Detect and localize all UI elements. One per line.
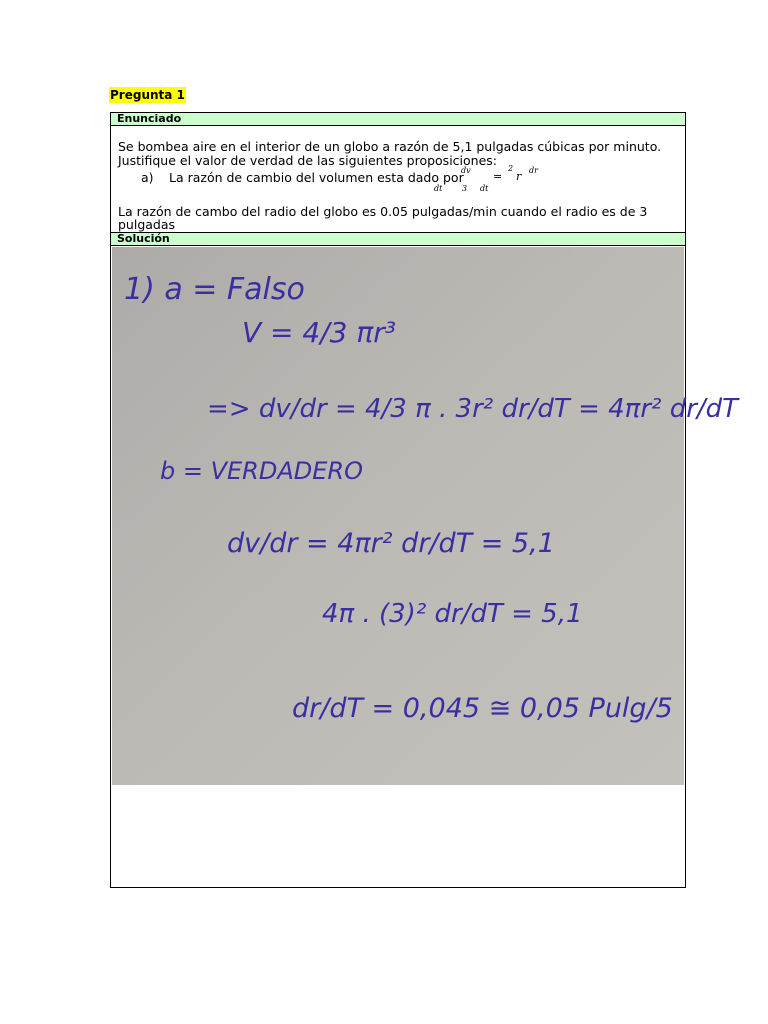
hw-line-2: V = 4/3 πr³ bbox=[242, 316, 396, 349]
handwritten-solution-photo bbox=[112, 247, 739, 785]
item-a-text: La razón de cambio del volumen esta dado por bbox=[168, 170, 464, 185]
formula-top-dr: dr bbox=[529, 166, 538, 175]
formula-top-dv: dv bbox=[461, 166, 471, 175]
formula-bottom-dt: dt bbox=[434, 184, 443, 193]
statement-header: Enunciado bbox=[111, 113, 685, 126]
hw-line-6: 4π . (3)² dr/dT = 5,1 bbox=[322, 599, 583, 629]
formula-r: r bbox=[516, 170, 522, 183]
statement-paragraph: Se bombea aire en el interior de un globo a razón de 5,1 pulgadas cúbicas por minuto. Justifique el valor de verdad de las siguientes proposiciones: bbox=[118, 139, 662, 168]
solution-header: Solución bbox=[111, 232, 685, 246]
question-table bbox=[110, 112, 739, 888]
hw-line-4: b = VERDADERO bbox=[160, 457, 363, 485]
statement-item-a bbox=[141, 171, 464, 185]
hw-line-3: => dv/dr = 4/3 π . 3r² dr/dT = 4πr² dr/dT bbox=[207, 394, 739, 424]
hw-line-7: dr/dT = 0,045 ≅ 0,05 Pulg/5 bbox=[292, 693, 673, 724]
formula-top-2: 2 bbox=[508, 164, 514, 173]
statement-item-b: La razón de cambo del radio del globo es 0.05 pulgadas/min cuando el radio es de 3 pulgadas bbox=[118, 204, 648, 232]
formula-bottom-3: 3 bbox=[462, 184, 468, 193]
question-title: Pregunta 1 bbox=[110, 88, 185, 102]
item-a-label: a) bbox=[141, 170, 154, 185]
formula-bottom-dt2: dt bbox=[480, 184, 489, 193]
hw-line-5: dv/dr = 4πr² dr/dT = 5,1 bbox=[227, 528, 555, 559]
formula-equals: = bbox=[493, 170, 503, 183]
hw-line-1: 1) a = Falso bbox=[124, 272, 305, 307]
